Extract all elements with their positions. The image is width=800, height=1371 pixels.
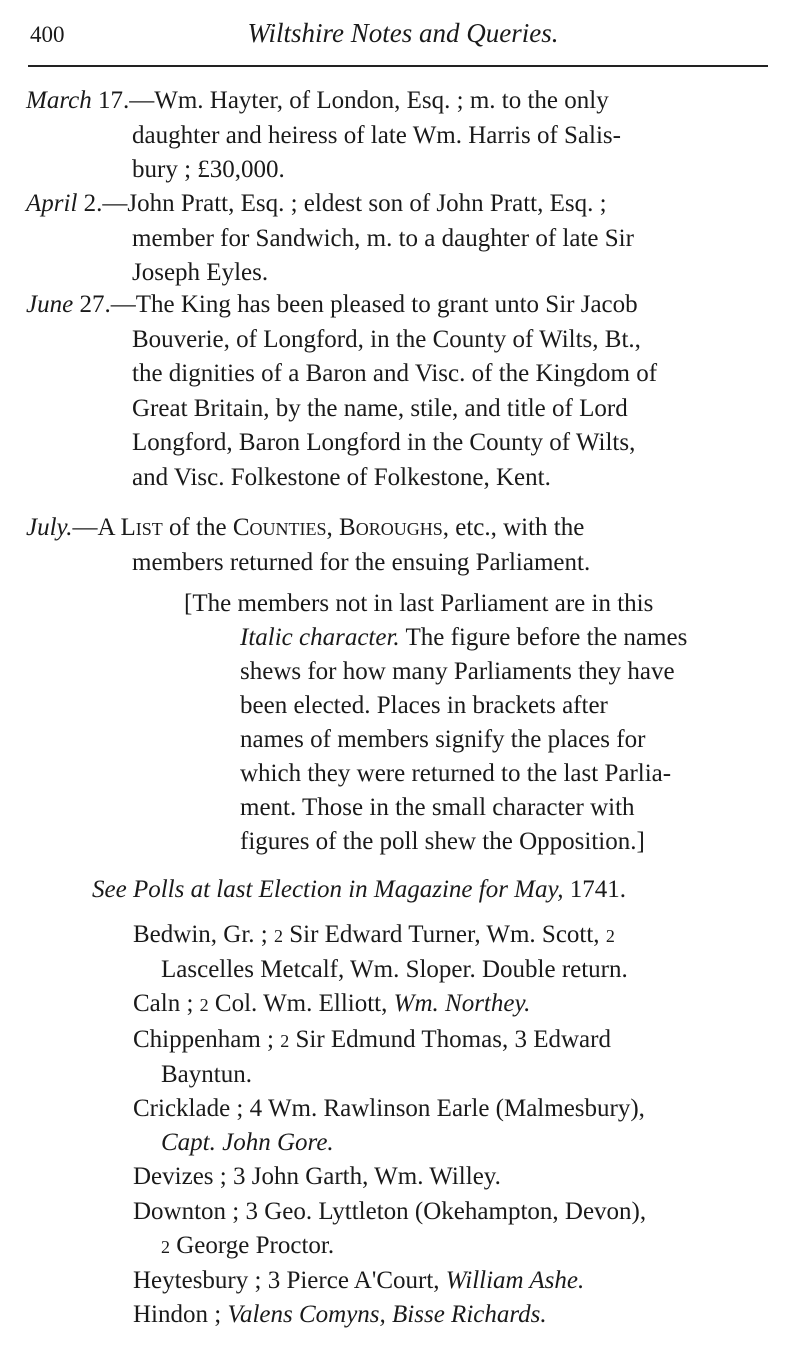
header-rule: [28, 65, 768, 67]
member-names: George Proctor.: [170, 1231, 335, 1259]
member-names: John Garth, Wm. Willey.: [245, 1163, 501, 1191]
small-caps-word: List: [120, 514, 163, 541]
borough-continuation: Lascelles Metcalf, Wm. Sloper. Double return.: [161, 956, 628, 984]
small-caps-word: Counties: [232, 514, 327, 541]
entry-line: and Visc. Folkestone of Folkestone, Kent.: [132, 463, 551, 491]
borough-caln: [133, 987, 768, 1022]
member-names: Col. Wm. Elliott,: [208, 990, 394, 1018]
entry-line: Great Britain, by the name, stile, and title of Lord: [132, 394, 628, 422]
note-line: names of members signify the places for: [240, 726, 646, 753]
boroughs-list: [133, 918, 768, 1332]
entry-text: , etc., with the: [442, 514, 585, 541]
note-text: The figure before the names: [399, 624, 688, 651]
entry-line: the dignities of a Baron and Visc. of the Kingdom of: [132, 360, 658, 387]
parliament-count: 3: [245, 1197, 258, 1225]
page-number: 400: [30, 22, 65, 47]
parliament-count: 2: [605, 926, 615, 946]
running-header: [0, 18, 800, 52]
borough-name: Devizes ;: [133, 1163, 233, 1191]
entry-month: March: [26, 87, 92, 114]
note-italic: Italic character.: [240, 624, 400, 651]
member-names: Sir Edmund Thomas,: [289, 1025, 515, 1053]
parliament-count: 3: [267, 1267, 281, 1295]
parliament-count: 2: [273, 926, 283, 946]
note-line: been elected. Places in brackets after: [240, 692, 608, 719]
borough-name: Chippenham ;: [133, 1025, 281, 1053]
entry-day: 2.: [83, 190, 103, 217]
entry-june: [26, 288, 766, 495]
entry-day: 27.: [79, 291, 111, 318]
note-line: which they were returned to the last Parlia-: [240, 760, 672, 787]
parliament-count: 3: [514, 1025, 527, 1053]
entry-line: member for Sandwich, m. to a daughter of late Sir: [132, 224, 634, 252]
borough-continuation: Bayntun.: [161, 1060, 252, 1088]
borough-bedwin: [133, 918, 768, 953]
new-member: Bisse Richards.: [385, 1301, 547, 1329]
polls-text: See Polls at last Election in Magazine for May,: [92, 876, 564, 903]
member-names: Sir Edward Turner, Wm. Scott,: [282, 921, 606, 948]
entry-text: ,: [326, 514, 340, 541]
entry-month: June: [26, 291, 74, 318]
entry-day: 17.: [97, 87, 130, 114]
entry-month: April: [26, 190, 78, 217]
entry-text: —Wm. Hayter, of London, Esq. ; m. to the only: [129, 87, 609, 114]
member-names: Wm. Rawlinson Earle (Malmesbury),: [262, 1095, 645, 1123]
entry-april: [26, 187, 766, 291]
entry-line: [26, 288, 766, 323]
borough-name: Downton ;: [133, 1197, 246, 1225]
borough-name: Heytesbury ;: [133, 1267, 268, 1295]
entry-text: —The King has been pleased to grant unto Sir Jacob: [110, 291, 638, 318]
note-line: [184, 621, 766, 655]
entry-text: of the: [162, 514, 233, 541]
borough-name: Bedwin, Gr. ;: [133, 921, 274, 948]
parliament-count: 2: [280, 1030, 290, 1051]
borough-devizes: [133, 1160, 768, 1194]
note-line: [The members not in last Parliament are in this: [184, 590, 654, 617]
borough-downton: [133, 1195, 768, 1229]
new-member: Valens Comyns,: [227, 1301, 386, 1329]
small-caps-word: Boroughs: [339, 514, 443, 541]
borough-continuation: [133, 1229, 768, 1264]
new-member: Wm. Northey.: [393, 990, 531, 1018]
member-names: Edward: [526, 1025, 611, 1053]
polls-heading: [92, 876, 626, 904]
entry-line: [26, 187, 766, 222]
borough-heytesbury: [133, 1264, 768, 1298]
entry-line: [26, 511, 766, 546]
entry-line: [26, 84, 766, 119]
borough-hindon: [133, 1298, 768, 1332]
note-line: ment. Those in the small character with: [240, 794, 635, 821]
new-member: William Ashe.: [445, 1267, 585, 1295]
member-names: Pierce A'Court,: [280, 1267, 446, 1295]
entry-text: —A: [72, 514, 121, 541]
note-line: shews for how many Parliaments they have: [240, 658, 675, 685]
entry-line: Longford, Baron Longford in the County of Wilts,: [132, 429, 636, 456]
editorial-note: [184, 587, 766, 859]
entry-line: members returned for the ensuing Parliament.: [132, 548, 591, 576]
borough-continuation: Capt. John Gore.: [161, 1129, 334, 1157]
parliament-count: 2: [199, 995, 209, 1016]
entry-line: Joseph Eyles.: [132, 259, 269, 286]
parliament-count: 2: [161, 1236, 170, 1257]
member-names: Geo. Lyttleton (Okehampton, Devon),: [258, 1197, 647, 1225]
entry-line: daughter and heiress of late Wm. Harris of Salis-: [132, 121, 621, 149]
note-line: figures of the poll shew the Opposition.]: [240, 828, 645, 855]
running-title: Wiltshire Notes and Queries.: [247, 18, 559, 48]
entry-line: bury ; £30,000.: [132, 156, 285, 183]
entry-march: [26, 84, 766, 188]
entry-line: Bouverie, of Longford, in the County of Wilts, Bt.,: [132, 325, 641, 353]
polls-year: 1741.: [563, 876, 626, 903]
borough-name: Hindon ;: [133, 1301, 228, 1329]
entry-text: —John Pratt, Esq. ; eldest son of John Pratt, Esq. ;: [102, 190, 607, 217]
borough-name: Cricklade ;: [133, 1095, 250, 1123]
parliament-count: 4: [249, 1095, 263, 1123]
parliament-count: 3: [232, 1163, 246, 1191]
borough-cricklade: [133, 1092, 768, 1126]
borough-chippenham: [133, 1023, 768, 1058]
entry-july: [26, 511, 766, 580]
borough-name: Caln ;: [133, 990, 200, 1018]
entry-month: July.: [26, 514, 73, 541]
